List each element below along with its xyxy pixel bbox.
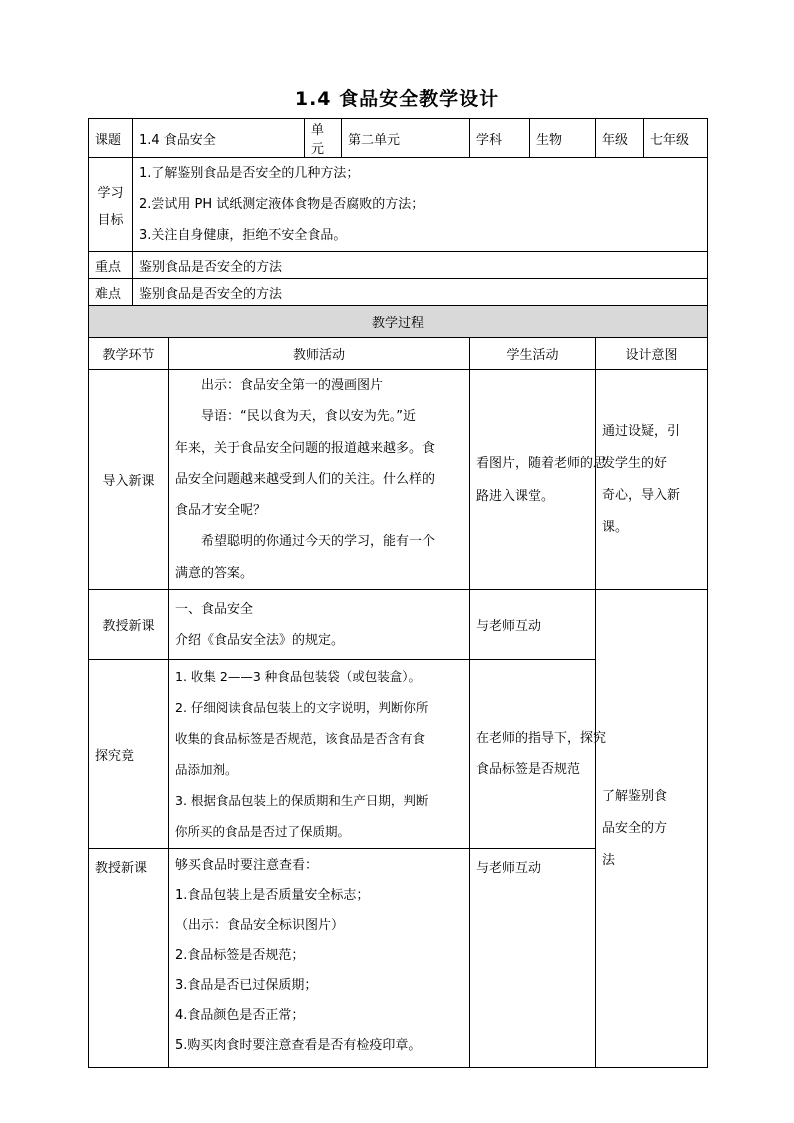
- key-point-row: [89, 252, 708, 279]
- stage-cell: 导入新课: [89, 370, 169, 590]
- course-label: 课题: [89, 119, 133, 158]
- stage-cell: 探究竟: [89, 660, 169, 849]
- document-title: 1.4 食品安全教学设计: [294, 88, 500, 110]
- difficulty-value: 鉴别食品是否安全的方法: [133, 279, 708, 306]
- student-activity: 与老师互动: [470, 849, 596, 1068]
- goals-list: [133, 158, 708, 252]
- goals-label: 学习 目标: [89, 158, 133, 252]
- design-intent: 了解鉴别食 品安全的方 法: [596, 590, 708, 1068]
- goal-item: 1.了解鉴别食品是否安全的几种方法；: [139, 166, 360, 181]
- teacher-activity: 1. 收集 2——3 种食品包装袋（或包装盒）。 2. 仔细阅读食品包装上的文字说明，判断你所 收集的食品标签是否规范，该食品是否含有食 品添加剂。 3. 根据食品包装上的保质期和生产日期，判断 你所买的食品是否过了保质期。: [169, 660, 470, 849]
- design-intent: 通过设疑，引 发学生的好 奇心，导入新 课。: [596, 370, 708, 590]
- lesson-plan-table: [88, 118, 708, 1068]
- teacher-activity: 出示：食品安全第一的漫画图片 导语：“民以食为天，食以安为先。”近 年来，关于食品安全问题的报道越来越多。食 品安全问题越来越受到人们的关注。什么样的 食品才安全呢？ 希望聪明的你通过今天的学习，能有一个 满意的答案。: [169, 370, 470, 590]
- goal-item: 3.关注自身健康，拒绝不安全食品。: [139, 228, 347, 243]
- grade-label: 年级: [596, 119, 644, 158]
- difficulty-label: 难点: [89, 279, 133, 306]
- course-value: 1.4 食品安全: [133, 119, 305, 158]
- header-teacher: 教师活动: [169, 338, 470, 370]
- student-activity: 在老师的指导下，探究 食品标签是否规范: [470, 660, 596, 849]
- stage-cell: 教授新课: [89, 590, 169, 660]
- stage-cell: 教授新课: [89, 849, 169, 1068]
- info-row: [89, 119, 708, 158]
- process-title-row: [89, 306, 708, 338]
- difficulty-row: [89, 279, 708, 306]
- goals-row: [89, 158, 708, 252]
- subject-label: 学科: [470, 119, 530, 158]
- grade-value: 七年级: [644, 119, 708, 158]
- subject-value: 生物: [530, 119, 596, 158]
- key-point-label: 重点: [89, 252, 133, 279]
- header-student: 学生活动: [470, 338, 596, 370]
- process-title: 教学过程: [89, 306, 708, 338]
- key-point-value: 鉴别食品是否安全的方法: [133, 252, 708, 279]
- goal-item: 2.尝试用 PH 试纸测定液体食物是否腐败的方法；: [139, 197, 425, 212]
- student-activity: 看图片，随着老师的思 路进入课堂。: [470, 370, 596, 590]
- process-row: [89, 370, 708, 590]
- process-header-row: [89, 338, 708, 370]
- teacher-activity: 够买食品时要注意查看： 1.食品包装上是否质量安全标志； （出示：食品安全标识图片） 2.食品标签是否规范； 3.食品是否已过保质期； 4.食品颜色是否正常； 5.购买肉食时要注意查看是否有检疫印章。: [169, 849, 470, 1068]
- student-activity: 与老师互动: [470, 590, 596, 660]
- teacher-activity: 一、食品安全 介绍《食品安全法》的规定。: [169, 590, 470, 660]
- unit-label: 单元: [305, 119, 342, 158]
- header-stage: 教学环节: [89, 338, 169, 370]
- unit-value: 第二单元: [342, 119, 470, 158]
- header-intent: 设计意图: [596, 338, 708, 370]
- process-row: [89, 590, 708, 660]
